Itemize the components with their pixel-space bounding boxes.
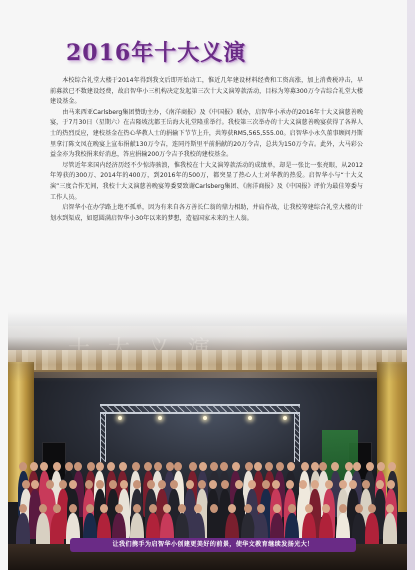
attendee-head: [248, 480, 256, 489]
attendee-head: [144, 462, 152, 471]
attendee-head: [220, 462, 228, 471]
attendee-head: [170, 480, 178, 489]
attendee-head: [100, 504, 108, 513]
attendee-head: [377, 462, 385, 471]
attendee-head: [174, 462, 182, 471]
attendee-head: [40, 462, 48, 471]
attendee-head: [74, 462, 82, 471]
attendee-head: [154, 462, 162, 471]
attendee-head: [69, 504, 77, 513]
attendee-head: [96, 462, 104, 471]
attendee-head: [366, 462, 374, 471]
attendee-head: [119, 462, 127, 471]
attendee-head: [228, 504, 236, 513]
attendee-head: [245, 462, 253, 471]
attendee-head: [19, 462, 27, 471]
attendee-head: [368, 504, 376, 513]
lighting-truss: [100, 404, 300, 414]
attendee-head: [85, 480, 93, 489]
attendee-head: [132, 462, 140, 471]
attendee-head: [65, 462, 73, 471]
attendee-head: [386, 504, 394, 513]
paragraph-1: 本校综合礼堂大楼于2014年得到我文后即开始动工，惟近几年建设材料经费和工资高涨，加上消费税冲击，早前募款已不数建设经费，故启智华小三机构决定发起第三次十大义演筹款活动，目标为筹募300万令吉综合礼堂大楼建设基金。: [50, 77, 363, 106]
attendee-head: [166, 462, 174, 471]
attendee-head: [299, 480, 307, 489]
attendee-head: [345, 462, 353, 471]
attendee-head: [221, 480, 229, 489]
attendee-head: [376, 480, 384, 489]
attendee-head: [87, 462, 95, 471]
attendee-head: [69, 480, 77, 489]
attendee-head: [235, 480, 243, 489]
stage-light: [283, 416, 287, 420]
attendee-head: [319, 462, 327, 471]
paragraph-2: 由马来西亚Carlsberg集团赞助主办，《南洋商报》及《中国报》联办，启智华小承办的2016年十大义演慈善晚宴，于7月30日（星期六）在吉隆坡沈都王岳海大礼堂隆重举行。我校第三次举办的十大义演慈善晚宴获得了各界人士的热烈反应，建校基金在热心华教人士的捐输下节节上升，共筹获RM5,565,555.00。启智华小永久董事顾问丹斯里拿汀陈文凤在晚宴上宣布捐献130万令吉，连同丹斯里平前捐献的20万令吉，总共为150万令吉。此外，大马彩公益金亦为我校捐来好消息，答应捐输200万令吉予我校的建校基金。: [50, 108, 363, 159]
attendee-head: [276, 462, 284, 471]
page-edge-decoration: [407, 0, 415, 570]
attendee-head: [265, 462, 273, 471]
attendee-head: [30, 462, 38, 471]
page-title: 2016年十大义演: [66, 40, 247, 66]
attendee-head: [322, 504, 330, 513]
attendee-head: [388, 462, 396, 471]
attendee-head: [39, 504, 47, 513]
attendee-head: [107, 462, 115, 471]
attendee-head: [186, 480, 194, 489]
stage-light: [248, 416, 252, 420]
stage-light: [158, 416, 162, 420]
attendee-head: [331, 462, 339, 471]
paragraph-4: 启智华小在办学路上绝不孤单，因为有来自各方善长仁翁的鼎力相助，并肩作战，让我校筹建综合礼堂大楼的计划水到渠成，如愿圆满启智华小30年以来的梦想，造福国家未来的主人翁。: [50, 204, 363, 222]
attendee-head: [189, 462, 197, 471]
attendee-head: [109, 480, 117, 489]
article-body: [50, 76, 363, 224]
attendee-head: [272, 480, 280, 489]
stage-light: [118, 416, 122, 420]
attendee-head: [53, 462, 61, 471]
attendee-head: [311, 462, 319, 471]
attendee-head: [96, 480, 104, 489]
attendee-head: [232, 462, 240, 471]
photo-caption: 让我们携手为启智华小创建更美好的前景，使华文教育继续发扬光大！: [112, 541, 314, 548]
attendee-head: [133, 480, 141, 489]
attendee-head: [149, 504, 157, 513]
attendee-head: [254, 462, 262, 471]
paragraph-3: 尽管近年来国内经济历经不少惊涛骇浪，惟我校在十大义演筹款活动的成绩单，却是一张比一张亮眼，从2012年筹获的300万、2014年的400万，到2016年的500万，都突显了热心人士对华教的热爱。启智华小与“十大义演”三度合作无间，我校十大义演慈善晚宴筹委要致谢Carlsberg集团、《南洋商报》及《中国报》评价为最佳筹委与工作人员。: [50, 161, 363, 201]
attendee-head: [301, 462, 309, 471]
group-photo: [8, 312, 407, 570]
attendee-head: [287, 462, 295, 471]
attendee-head: [311, 480, 319, 489]
attendee-head: [22, 480, 30, 489]
attendee-head: [286, 480, 294, 489]
attendee-head: [353, 462, 361, 471]
attendee-head: [178, 504, 186, 513]
attendee-head: [115, 504, 123, 513]
attendee-head: [158, 480, 166, 489]
attendee-head: [199, 462, 207, 471]
attendee-head: [339, 480, 347, 489]
photo-top-fade: [8, 312, 407, 382]
attendee-head: [46, 480, 54, 489]
attendee-head: [210, 462, 218, 471]
stage-light: [203, 416, 207, 420]
attendee-head: [273, 504, 281, 513]
